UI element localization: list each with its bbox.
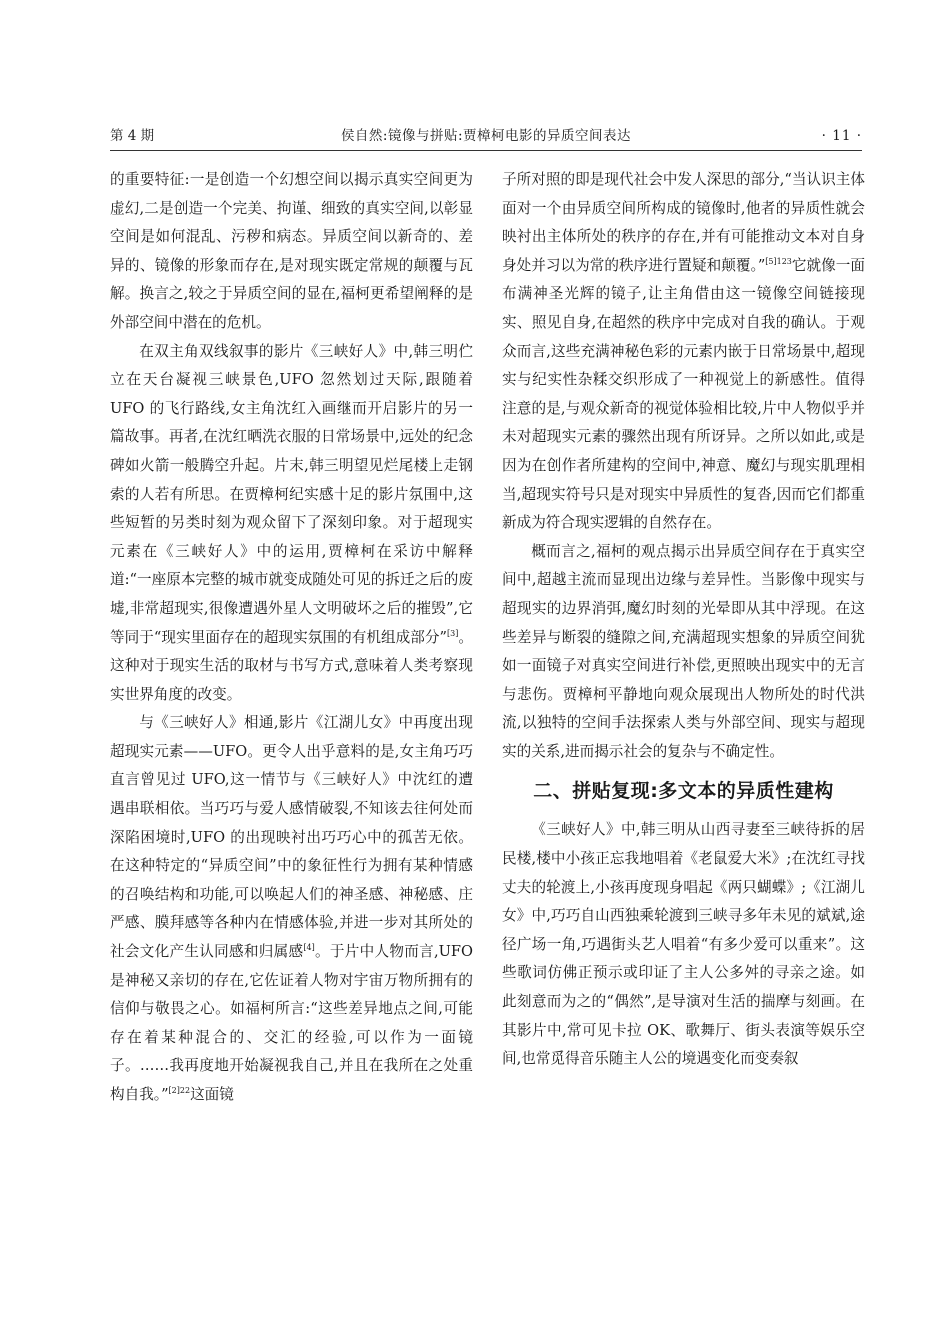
paragraph: 《三峡好人》中,韩三明从山西寻妻至三峡待拆的居民楼,楼中小孩正忘我地唱着《老鼠爱大米》;在沈红寻找丈夫的轮渡上,小孩再度现身唱起《两只蝴蝶》;《江湖儿女》中,巧巧自山西独乘轮渡到三峡寻多年未见的斌斌,途径广场一角,巧遇街头艺人唱着“有多少爱可以重来”。这些歌词仿佛正预示或印证了主人公多舛的寻亲之途。如此刻意而为之的“偶然”,是导演对生活的揣摩与刻画。在其影片中,常可见卡拉 OK、歌舞厅、街头表演等娱乐空间,也常觅得音乐随主人公的境遇变化而变奏叙 [502, 821, 865, 1068]
left-column [110, 166, 473, 1110]
section-heading: 二、拼贴复现:多文本的异质性建构 [533, 780, 834, 803]
page-number: · 11 · [821, 128, 862, 144]
right-column [502, 166, 865, 1074]
citation: [5]123 [765, 256, 792, 266]
paragraph: 的重要特征:一是创造一个幻想空间以揭示真实空间更为虚幻,二是创造一个完美、拘谨、细致的真实空间,以彰显空间是如何混乱、污秽和病态。异质空间以新奇的、差异的、镜像的形象而存在,是对现实既定常规的颠覆与瓦解。换言之,较之于异质空间的显在,福柯更希望阐释的是外部空间中潜在的危机。 [110, 171, 473, 331]
running-title: 侯自然:镜像与拼贴:贾樟柯电影的异质空间表达 [340, 128, 632, 144]
paragraph: 子所对照的即是现代社会中发人深思的部分,“当认识主体面对一个由异质空间所构成的镜像时,他者的异质性就会映衬出主体所处的秩序的存在,并有可能推动文本对自身身处并习以为常的秩序进行置疑和颠覆。”$^{[5]123}$它就像一面布满神圣光辉的镜子,让主角借由这一镜像空间链接现实、照见自身,在超然的秩序中完成对自我的确认。于观众而言,这些充满神秘色彩的元素内嵌于日常场景中,超现实与纪实性杂糅交织形成了一种视觉上的新感性。值得注意的是,与观众新奇的视觉体验相比较,片中人物似乎并未对超现实元素的骤然出现有所讶异。之所以如此,或是因为在创作者所建构的空间中,神意、魔幻与现实肌理相当,超现实符号只是对现实中异质性的复沓,因而它们都重新成为符合现实逻辑的自然存在。 [502, 171, 865, 532]
paragraph: 概而言之,福柯的观点揭示出异质空间存在于真实空间中,超越主流而显现出边缘与差异性。当影像中现实与超现实的边界消弭,魔幻时刻的光晕即从其中浮现。在这些差异与断裂的缝隙之间,充满超现实想象的异质空间犹如一面镜子对真实空间进行补偿,更照映出现实中的无言与悲伤。贾樟柯平静地向观众展现出人物所处的时代洪流,以独特的空间手法探索人类与外部空间、现实与超现实的关系,进而揭示社会的复杂与不确定性。 [502, 542, 865, 760]
citation: [4] [303, 943, 315, 953]
citation: [2]22 [168, 1086, 191, 1095]
citation: [3] [447, 628, 459, 638]
issue-number: 第 4 期 [110, 128, 155, 144]
paragraph: 在双主角双线叙事的影片《三峡好人》中,韩三明伫立在天台凝视三峡景色,UFO 忽然划过天际,跟随着 UFO 的飞行路线,女主角沈红入画继而开启影片的另一篇故事。再者,在沈红晒洗衣服的日常场景中,远处的纪念碑如火箭一般腾空升起。片末,韩三明望见烂尾楼上走钢索的人若有所思。在贾樟柯纪实感十足的影片氛围中,这些短暂的另类时刻为观众留下了深刻印象。对于超现实元素在《三峡好人》中的运用,贾樟柯在采访中解释道:“一座原本完整的城市就变成随处可见的拆迁之后的废墟,非常超现实,很像遭遇外星人文明破坏之后的摧毁”,它等同于“现实里面存在的超现实氛围的有机组成部分”[3]。这种对于现实生活的取材与书写方式,意味着人类考察现实世界角度的改变。 [110, 342, 473, 703]
running-header [110, 126, 862, 150]
paragraph: 与《三峡好人》相通,影片《江湖儿女》中再度出现超现实元素——UFO。更令人出乎意料的是,女主角巧巧直言曾见过 UFO,这一情节与《三峡好人》中沈红的遭遇串联相依。当巧巧与爱人感情破裂,不知该去往何处而深陷困境时,UFO 的出现映衬出巧巧心中的孤苦无依。在这种特定的“异质空间”中的象征性行为拥有某种情感的召唤结构和功能,可以唤起人们的神圣感、神秘感、庄严感、膜拜感等各种内在情感体验,并进一步对其所处的社会文化产生认同感和归属感[4]。于片中人物而言,UFO 是神秘又亲切的存在,它佐证着人物对宇宙万物所拥有的信仰与敬畏之心。如福柯所言:“这些差异地点之间,可能存在着某种混合的、交汇的经验,可以作为一面镜子。……我再度地开始凝视我自己,并且在我所在之处重构自我。”$^{[2]22}$这面镜 [110, 714, 473, 1103]
header-rule [110, 150, 862, 151]
